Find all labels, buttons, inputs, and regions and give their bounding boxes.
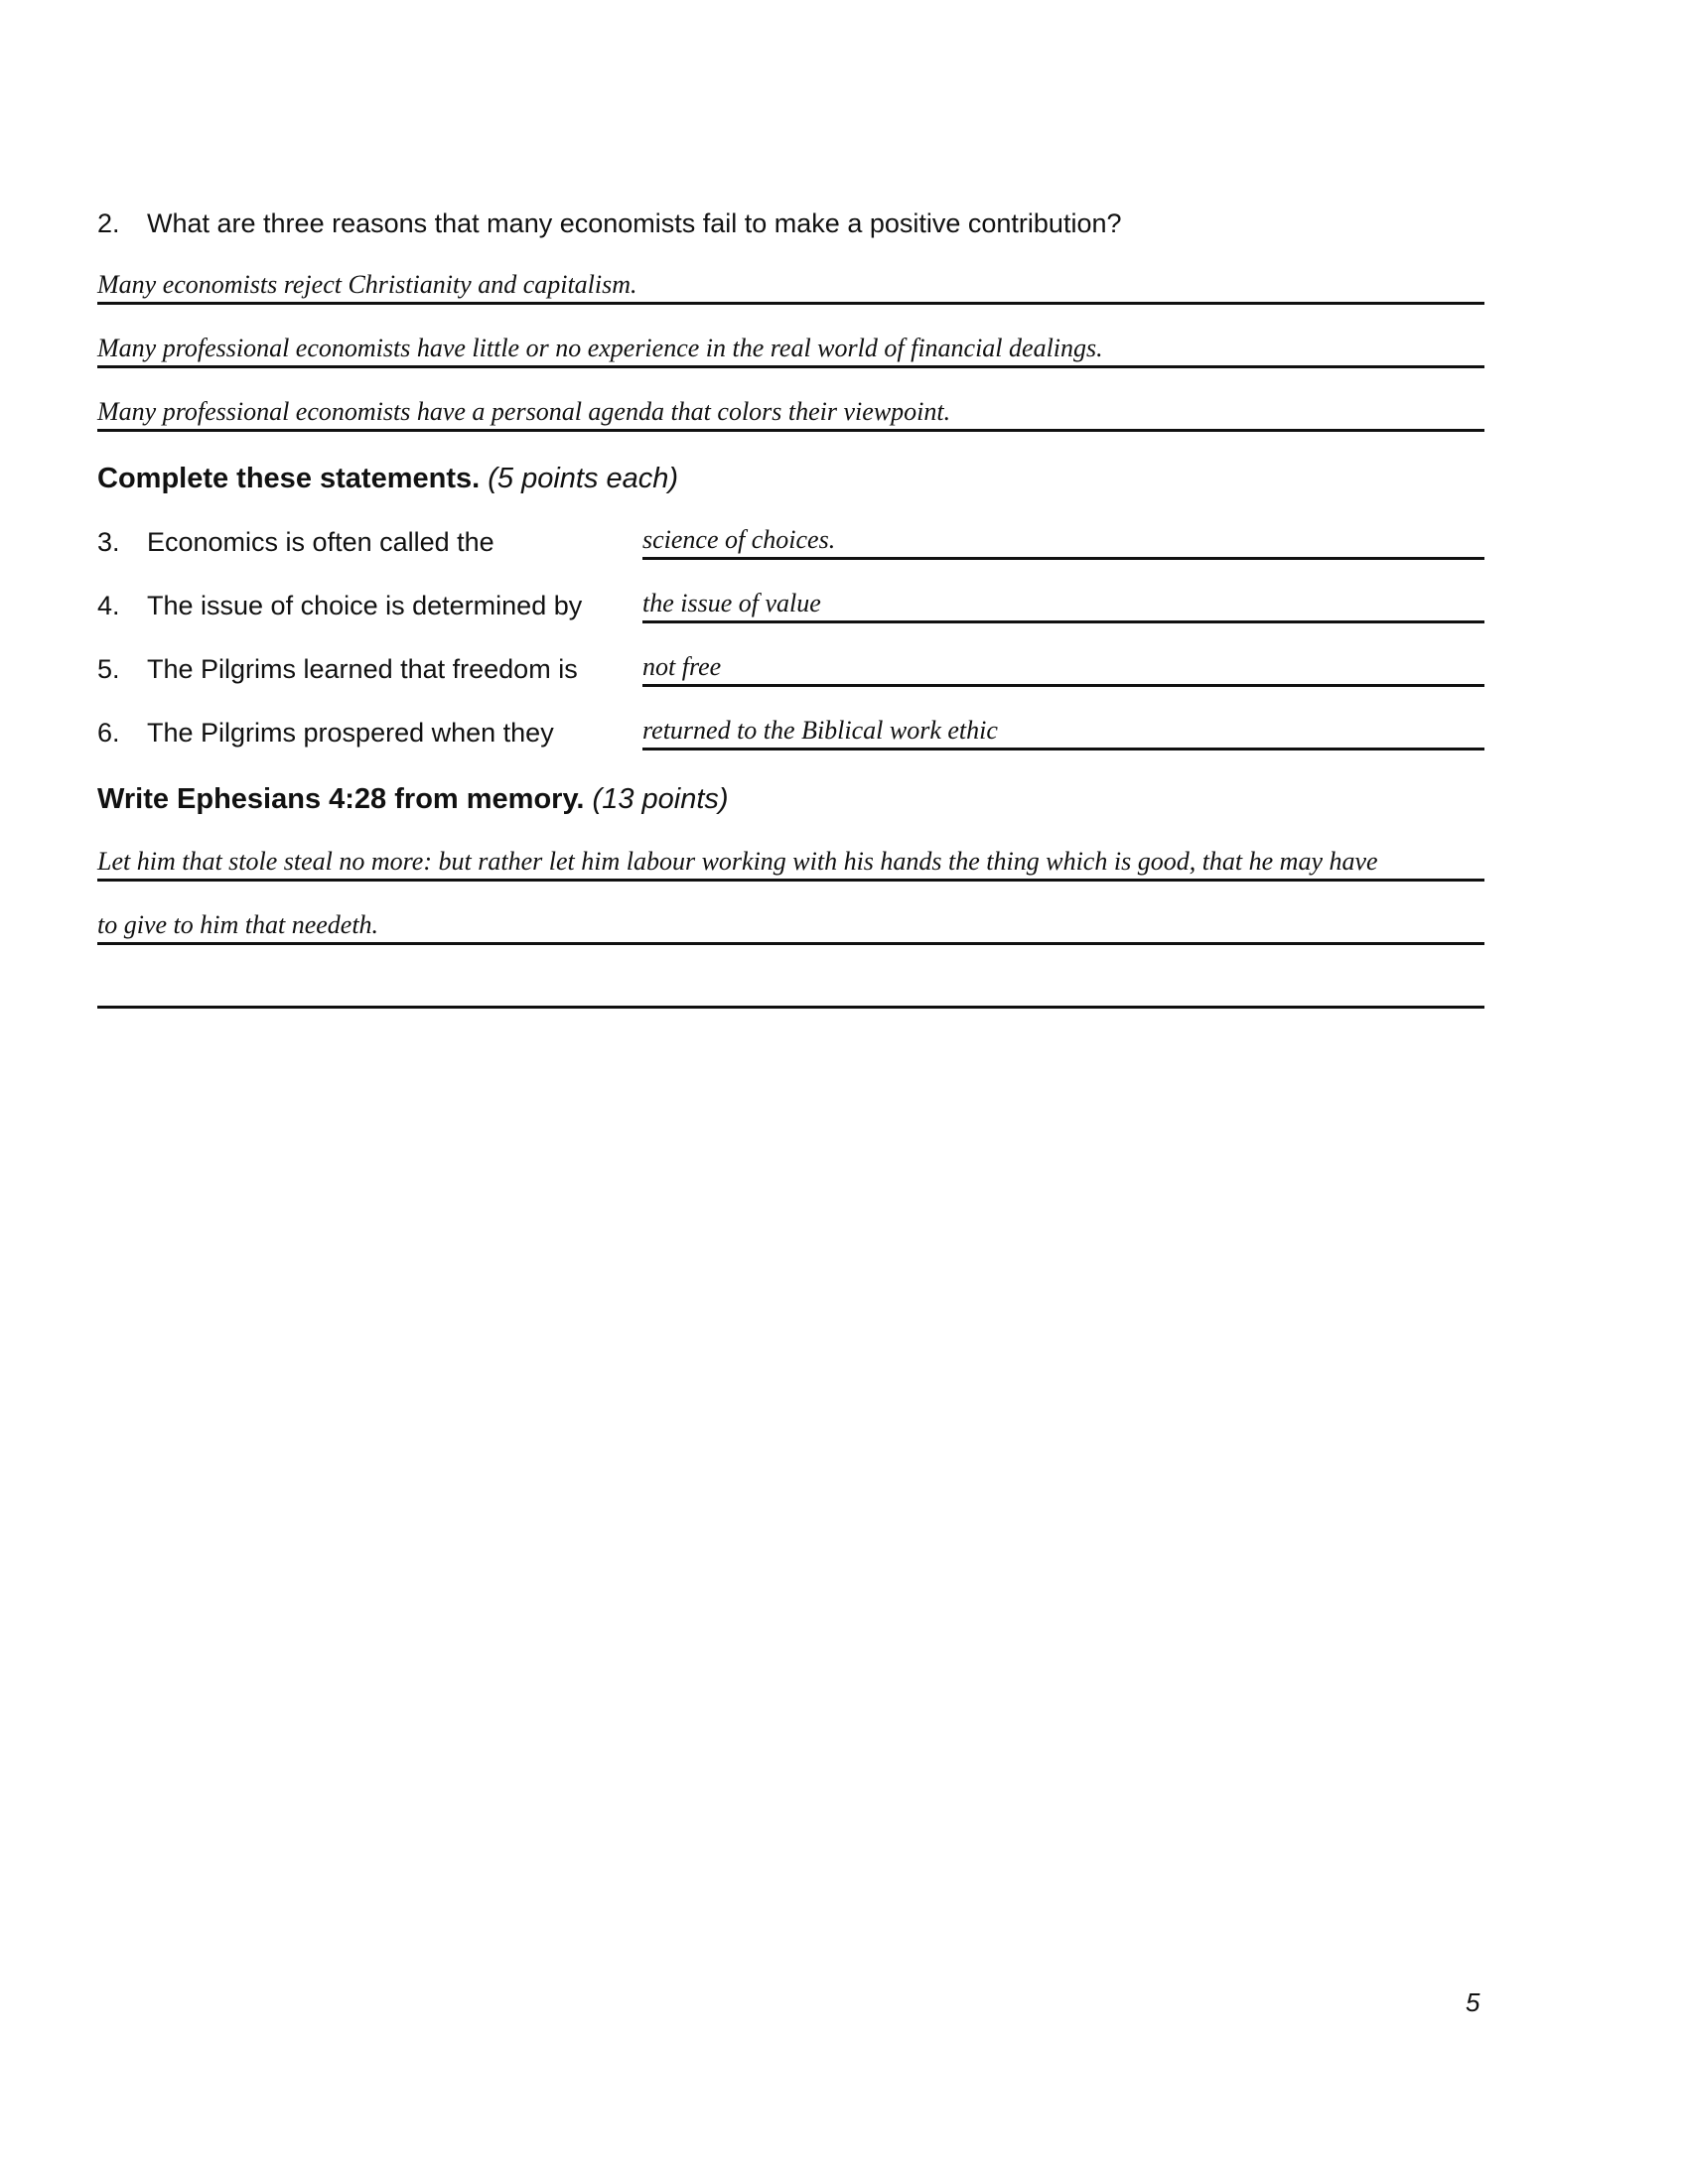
answer-text: Many professional economists have a personal agenda that colors their viewpoint. — [97, 397, 951, 426]
section-heading-memory — [97, 782, 729, 816]
statement-6 — [97, 717, 554, 749]
question-number: 6. — [97, 718, 120, 748]
section-heading-text: Complete these statements. — [97, 463, 481, 494]
answer-line[interactable] — [642, 580, 1484, 623]
question-number: 2. — [97, 208, 120, 238]
answer-text: science of choices. — [642, 525, 836, 554]
statement-prompt: The issue of choice is determined by — [147, 591, 583, 620]
statement-prompt: The Pilgrims learned that freedom is — [147, 654, 578, 684]
answer-line[interactable] — [642, 516, 1484, 560]
statement-prompt: The Pilgrims prospered when they — [147, 718, 554, 748]
section-heading-complete — [97, 462, 678, 495]
answer-line[interactable] — [97, 261, 1484, 305]
answer-line[interactable] — [97, 325, 1484, 368]
question-number: 3. — [97, 527, 120, 557]
question-number: 5. — [97, 654, 120, 684]
answer-text: returned to the Biblical work ethic — [642, 716, 998, 745]
answer-line[interactable] — [97, 388, 1484, 432]
answer-line[interactable] — [642, 643, 1484, 687]
question-prompt: What are three reasons that many economists fail to make a positive contribution? — [147, 208, 1122, 238]
statement-3 — [97, 526, 494, 558]
question-2 — [97, 207, 1122, 239]
answer-text: not free — [642, 652, 722, 681]
answer-text: Many professional economists have little or no experience in the real world of financial dealings. — [97, 334, 1103, 362]
answer-text: the issue of value — [642, 589, 821, 617]
page-number: 5 — [1466, 1987, 1480, 2017]
statement-prompt: Economics is often called the — [147, 527, 494, 557]
memory-text: to give to him that needeth. — [97, 910, 379, 939]
answer-line[interactable] — [642, 707, 1484, 751]
memory-text: Let him that stole steal no more: but rather let him labour working with his hands the thing which is good, that he may have — [97, 847, 1378, 876]
statement-4 — [97, 590, 582, 621]
statement-5 — [97, 653, 578, 685]
answer-text: Many economists reject Christianity and capitalism. — [97, 270, 637, 299]
memory-line[interactable] — [97, 838, 1484, 882]
memory-line[interactable] — [97, 965, 1484, 1009]
memory-line[interactable] — [97, 901, 1484, 945]
section-points: (5 points each) — [488, 463, 679, 494]
section-points: (13 points) — [592, 783, 729, 815]
question-number: 4. — [97, 591, 120, 620]
section-heading-text: Write Ephesians 4:28 from memory. — [97, 783, 585, 815]
